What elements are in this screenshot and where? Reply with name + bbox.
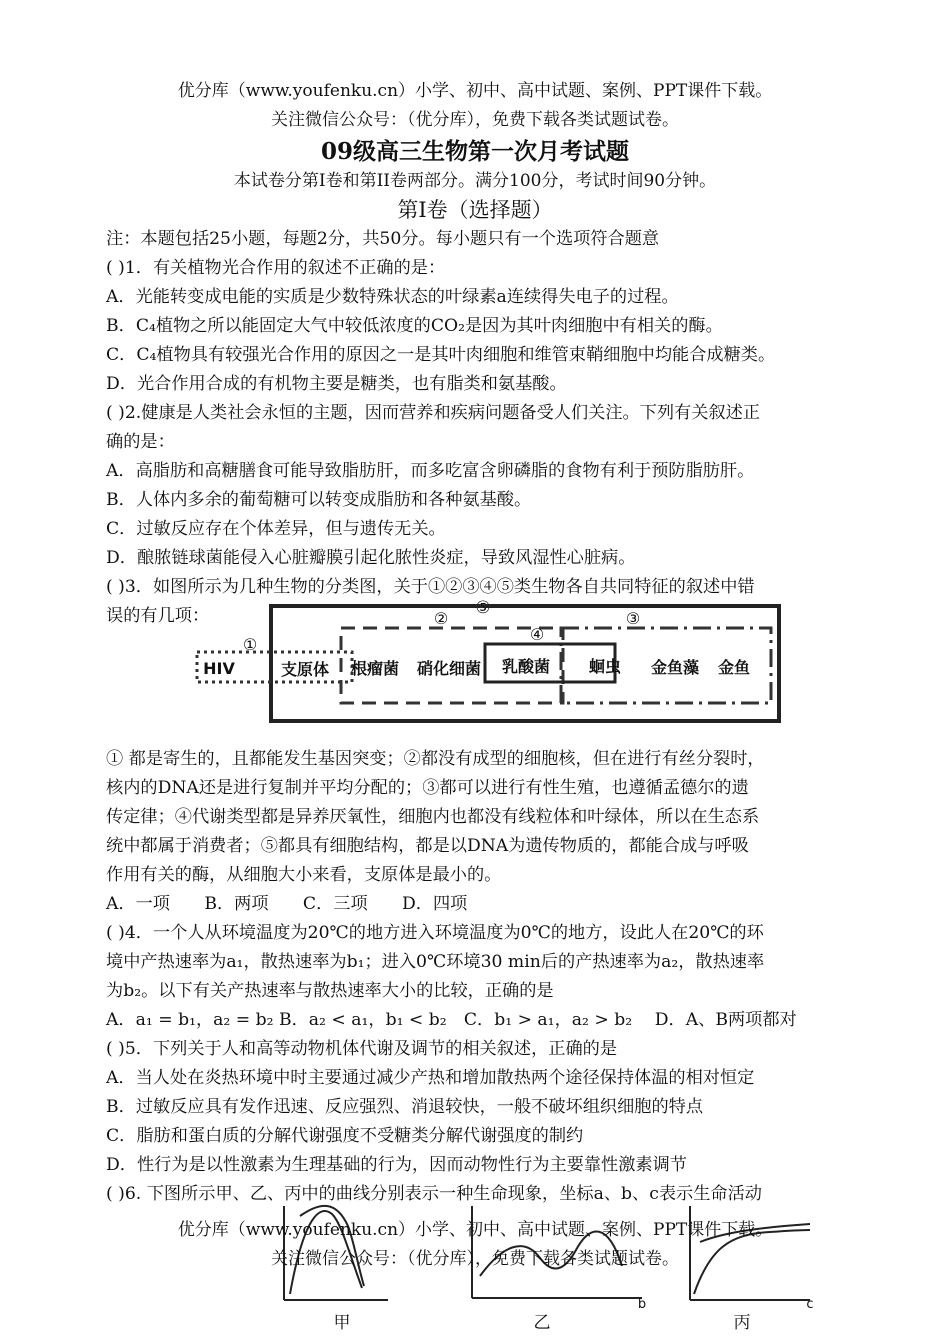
q2-stem-line-1: ( )2.健康是人类社会永恒的主题，因而营养和疾病问题备受人们关注。下列有关叙述正: [106, 403, 761, 423]
q3-stem-line-1: ( )3．如图所示为几种生物的分类图，关于①②③④⑤类生物各自共同特征的叙述中错: [106, 577, 755, 597]
q1-option-d: D．光合作用合成的有机物主要是糖类，也有脂类和氨基酸。: [106, 374, 567, 394]
q2-option-b: B．人体内多余的葡萄糖可以转变成脂肪和各种氨基酸。: [106, 490, 532, 510]
marker-2: ②: [433, 609, 449, 628]
exam-title: 09级高三生物第一次月考试题: [320, 138, 629, 165]
q4-stem-line-3: 为b₂。以下有关产热速率与散热速率大小的比较，正确的是: [106, 981, 554, 1001]
q3-body-line-3: 传定律；④代谢类型都是异养厌氧性，细胞内也都没有线粒体和叶绿体，所以在生态系: [106, 807, 760, 827]
q4-options: A．a₁ = b₁，a₂ = b₂ B．a₂ < a₁，b₁ < b₂ C．b₁ > a₁，a₂ > b₂ D．A、B两项都对: [106, 1010, 797, 1030]
header-ad-line-2: 关注微信公众号：（优分库），免费下载各类试题试卷。: [271, 110, 679, 130]
organism-mycoplasma: 支原体: [280, 660, 330, 679]
footer-ad-line-1: 优分库（www.youfenku.cn）小学、初中、高中试题、案例、PPT课件下载。: [177, 1220, 773, 1240]
axis-b-label: b: [637, 1297, 647, 1312]
label-jia: 甲: [333, 1313, 351, 1333]
section-heading: 第I卷（选择题）: [397, 198, 553, 222]
jia-curve-2: [300, 1206, 364, 1286]
organism-hiv: HIV: [203, 659, 235, 678]
q3-stem-line-2: 误的有几项：: [106, 606, 210, 626]
q2-option-a: A．高脂肪和高糖膳食可能导致脂肪肝，而多吃富含卵磷脂的食物有利于预防脂肪肝。: [106, 461, 755, 481]
q4-stem-line-2: 境中产热速率为a₁，散热速率为b₁；进入0℃环境30 min后的产热速率为a₂，散热速率: [106, 952, 765, 972]
organism-lactobacillus: 乳酸菌: [501, 657, 551, 676]
footer-ad-line-2: 关注微信公众号：（优分库），免费下载各类试题试卷。: [271, 1249, 679, 1269]
q5-option-c: C．脂肪和蛋白质的分解代谢强度不受糖类分解代谢强度的制约: [106, 1126, 584, 1146]
organism-rhizobium: 根瘤菌: [350, 659, 400, 678]
q2-option-c: C．过敏反应存在个体差异，但与遗传无关。: [106, 519, 446, 539]
q5-stem: ( )5．下列关于人和高等动物机体代谢及调节的相关叙述，正确的是: [106, 1039, 618, 1059]
q3-options: A．一项 B．两项 C．三项 D．四项: [106, 894, 468, 914]
q2-stem-line-2: 确的是：: [106, 432, 175, 452]
organism-roundworm: 蛔虫: [588, 657, 622, 676]
q5-option-a: A．当人处在炎热环境中时主要通过减少产热和增加散热两个途径保持体温的相对恒定: [106, 1068, 755, 1088]
q4-stem-line-1: ( )4．一个人从环境温度为20℃的地方进入环境温度为0℃的地方，设此人在20℃的环: [106, 923, 764, 943]
organism-nitrifying-bacteria: 硝化细菌: [416, 659, 482, 678]
q1-option-a: A．光能转变成电能的实质是少数特殊状态的叶绿素a连续得失电子的过程。: [106, 287, 679, 307]
label-yi: 乙: [533, 1313, 551, 1333]
q1-option-c: C．C₄植物具有较强光合作用的原因之一是其叶肉细胞和维管束鞘细胞中均能合成糖类。: [106, 345, 776, 365]
marker-1: ①: [242, 635, 258, 654]
q3-body-line-2: 核内的DNA还是进行复制并平均分配的；③都可以进行有性生殖，也遵循孟德尔的遗: [106, 778, 749, 798]
header-ad-line-1: 优分库（www.youfenku.cn）小学、初中、高中试题、案例、PPT课件下载。: [177, 81, 773, 101]
label-bing: 丙: [733, 1313, 751, 1333]
q5-option-d: D．性行为是以性激素为生理基础的行为，因而动物性行为主要靠性激素调节: [106, 1155, 687, 1175]
q3-body-line-1: ① 都是寄生的，且都能发生基因突变；②都没有成型的细胞核，但在进行有丝分裂时，: [106, 749, 765, 769]
exam-subtitle: 本试卷分第I卷和第II卷两部分。满分100分，考试时间90分钟。: [233, 171, 717, 191]
q3-body-line-5: 作用有关的酶，从细胞大小来看，支原体是最小的。: [106, 865, 502, 885]
q5-option-b: B．过敏反应具有发作迅速、反应强烈、消退较快，一般不破坏组织细胞的特点: [106, 1097, 704, 1117]
organism-hornwort: 金鱼藻: [650, 658, 700, 677]
marker-3: ③: [625, 609, 641, 628]
q2-option-d: D．酿脓链球菌能侵入心脏瓣膜引起化脓性炎症，导致风湿性心脏病。: [106, 548, 636, 568]
marker-4: ④: [529, 625, 545, 644]
classification-diagram: [193, 598, 783, 724]
marker-5: ⑤: [475, 598, 491, 618]
q3-body-line-4: 统中都属于消费者；⑤都具有细胞结构，都是以DNA为遗传物质的，都能合成与呼吸: [106, 836, 749, 856]
q1-option-b: B．C₄植物之所以能固定大气中较低浓度的CO₂是因为其叶肉细胞中有相关的酶。: [106, 316, 723, 336]
q6-stem: ( )6. 下图所示甲、乙、丙中的曲线分别表示一种生命现象，坐标a、b、c表示生命活动: [106, 1184, 762, 1204]
axis-c-label: c: [806, 1297, 814, 1312]
instruction-note: 注：本题包括25小题，每题2分，共50分。每小题只有一个选项符合题意: [106, 229, 660, 249]
organism-goldfish: 金鱼: [717, 658, 751, 677]
q1-stem: ( )1．有关植物光合作用的叙述不正确的是：: [106, 258, 446, 278]
